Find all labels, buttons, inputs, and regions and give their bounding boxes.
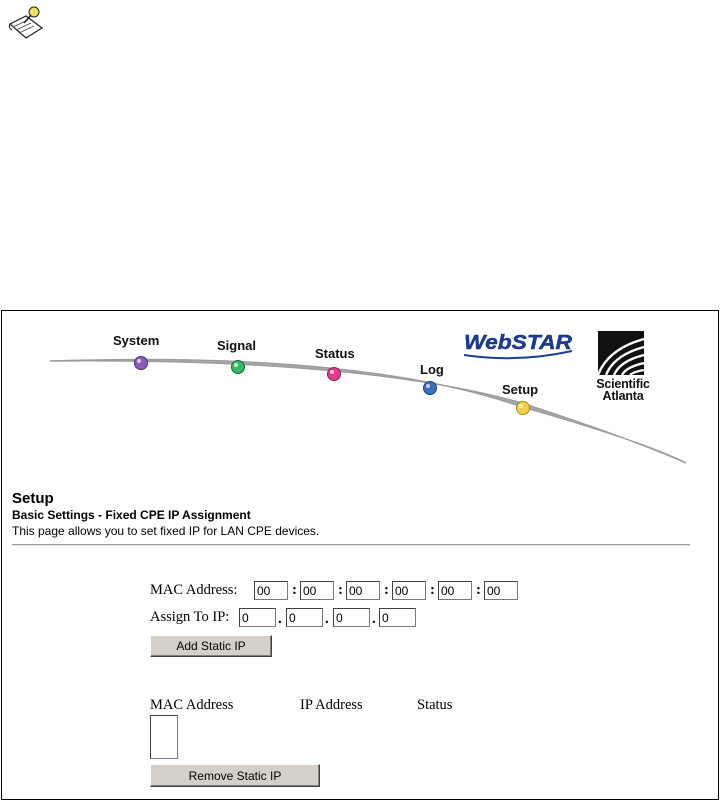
scientific-atlanta-logo-text [588,378,658,402]
sa-line2: Atlanta [602,389,644,403]
webstar-logo [460,327,576,361]
page-description: This page allows you to set fixed IP for LAN CPE devices. [12,524,320,538]
add-static-ip-button[interactable]: Add Static IP [150,635,272,657]
webstar-logo-text: WebSTAR [464,332,573,354]
static-ip-listbox[interactable] [150,715,178,759]
ip-octet-2[interactable] [286,608,323,627]
page-title: Setup [12,490,54,507]
note-icon [4,2,48,46]
sa-line1: Scientific [596,377,650,391]
page-subtitle: Basic Settings - Fixed CPE IP Assignment [12,508,251,522]
nav-label-system[interactable]: System [113,333,160,348]
column-header-ip: IP Address [300,697,363,713]
nav-label-status[interactable]: Status [315,346,355,361]
ip-separator: . [325,611,329,627]
mac-octet-2[interactable] [300,581,334,600]
mac-octet-1[interactable] [254,581,288,600]
nav-dot-log[interactable] [424,382,437,395]
mac-separator: : [384,582,389,598]
nav-dot-system[interactable] [135,357,148,370]
nav-label-setup[interactable]: Setup [502,382,539,397]
arc-swoosh [50,359,686,463]
mac-separator: : [292,582,297,598]
mac-octet-6[interactable] [484,581,518,600]
nav-dot-status[interactable] [328,368,341,381]
mac-separator: : [338,582,343,598]
ip-octet-3[interactable] [333,608,370,627]
nav-label-signal[interactable]: Signal [217,338,257,353]
nav-label-log[interactable]: Log [420,362,444,377]
ip-octet-1[interactable] [239,608,276,627]
scientific-atlanta-mark [598,331,644,375]
column-header-status: Status [417,697,453,713]
mac-address-label: MAC Address: [150,582,238,598]
ip-separator: . [372,611,376,627]
remove-static-ip-button[interactable]: Remove Static IP [150,764,320,787]
nav-dot-signal[interactable] [232,361,245,374]
mac-octet-5[interactable] [438,581,472,600]
mac-octet-3[interactable] [346,581,380,600]
ip-octet-4[interactable] [379,608,416,627]
assign-ip-label: Assign To IP: [150,609,230,625]
mac-separator: : [476,582,481,598]
divider [12,544,690,546]
column-header-mac: MAC Address [150,697,234,713]
router-web-page [1,310,719,800]
mac-separator: : [430,582,435,598]
nav-dot-setup[interactable] [517,402,530,415]
ip-separator: . [278,611,282,627]
mac-octet-4[interactable] [392,581,426,600]
